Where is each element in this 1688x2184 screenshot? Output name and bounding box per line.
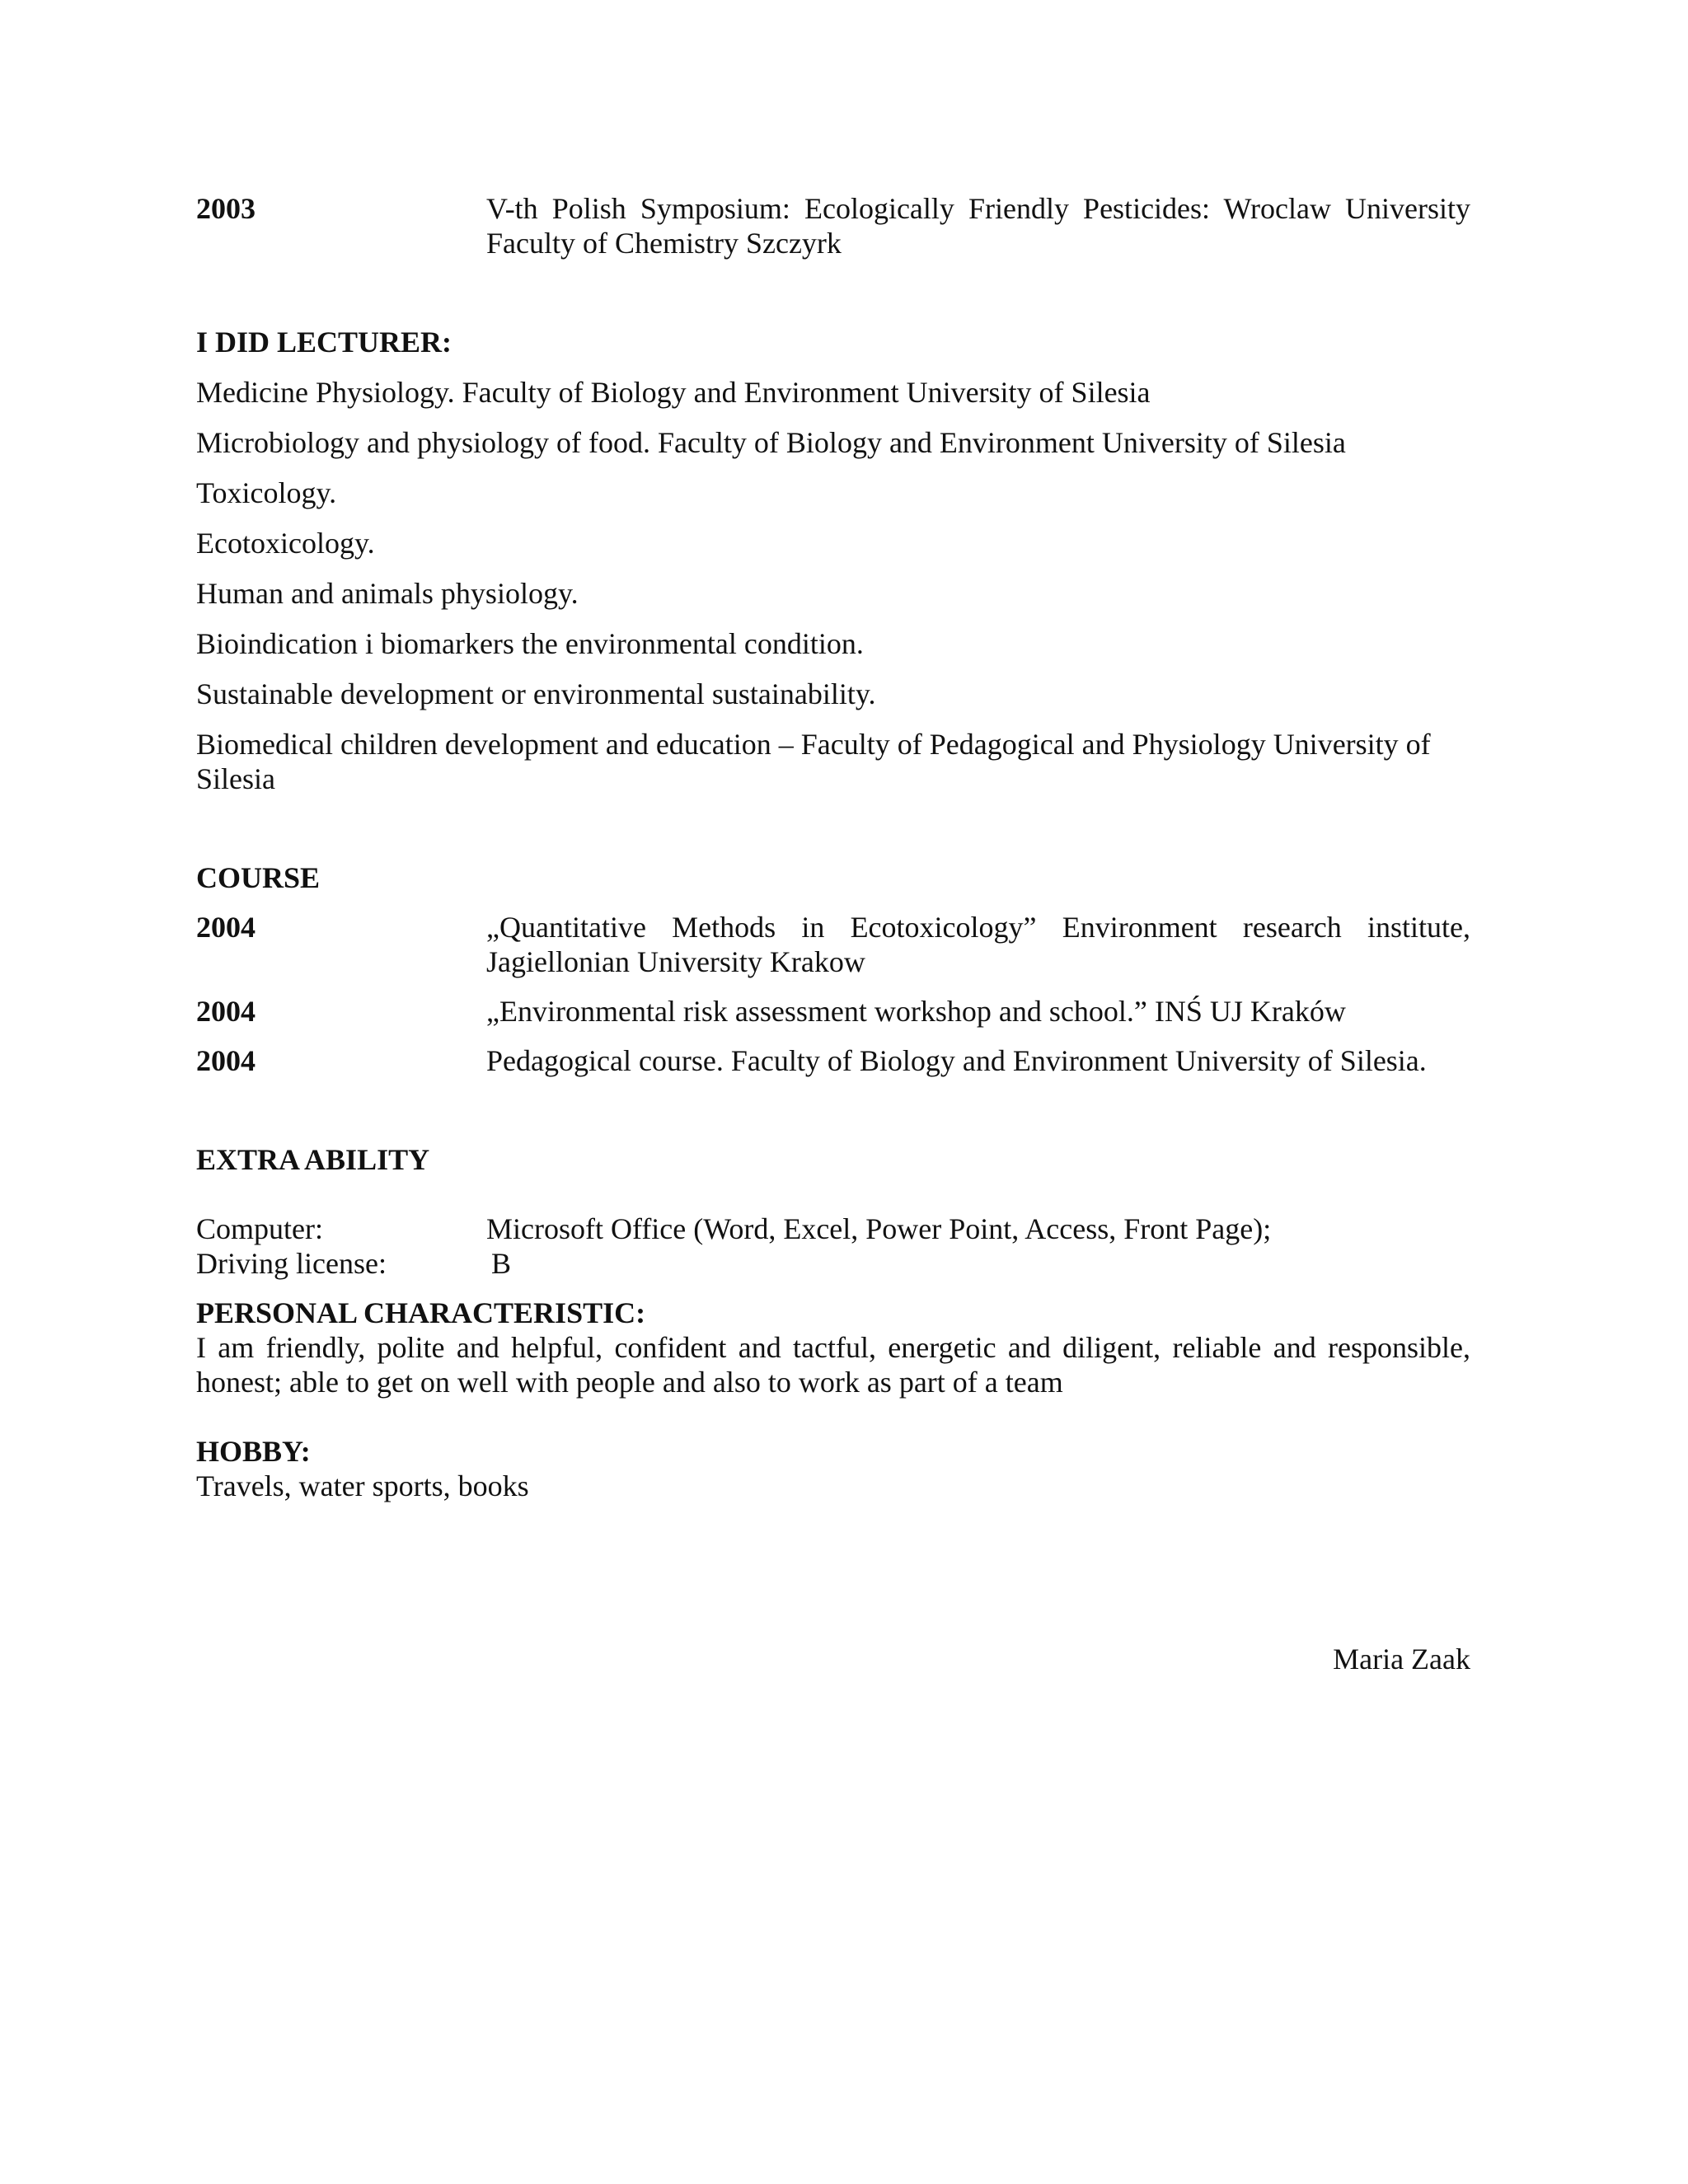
lecturer-item: Microbiology and physiology of food. Faculty of Biology and Environment University of Silesia bbox=[196, 426, 1346, 459]
personal-text: I am friendly, polite and helpful, confident and tactful, energetic and diligent, reliable and responsible, honest; able to get on well with people and also to work as part of a team bbox=[196, 1331, 1470, 1399]
lecturer-item: Ecotoxicology. bbox=[196, 527, 375, 560]
cv-page bbox=[196, 191, 1470, 1503]
hobby-heading: HOBBY: bbox=[196, 1435, 311, 1468]
signature: Maria Zaak bbox=[1333, 1643, 1470, 1675]
lecturer-item: Sustainable development or environmental sustainability. bbox=[196, 677, 876, 710]
lecturer-item: Medicine Physiology. Faculty of Biology and Environment University of Silesia bbox=[196, 376, 1151, 409]
driving-value: B bbox=[491, 1247, 512, 1280]
lecturer-item: Toxicology. bbox=[196, 476, 337, 509]
driving-license bbox=[196, 1246, 1470, 1281]
course-description: Pedagogical course. Faculty of Biology and Environment University of Silesia. bbox=[486, 1044, 1427, 1077]
computer-value: Microsoft Office (Word, Excel, Power Point, Access, Front Page); bbox=[486, 1212, 1272, 1245]
course-heading: COURSE bbox=[196, 861, 321, 894]
personal-heading: PERSONAL CHARACTERISTIC: bbox=[196, 1296, 646, 1329]
course-description: „Quantitative Methods in Ecotoxicology” Environment research institute, Jagiellonian University Krakow bbox=[486, 911, 1470, 978]
symposium-entry bbox=[196, 191, 1470, 260]
entry-description: V-th Polish Symposium: Ecologically Friendly Pesticides: Wroclaw University Faculty of Chemistry Szczyrk bbox=[486, 192, 1470, 260]
course-year: 2004 bbox=[196, 1044, 256, 1077]
course-entry bbox=[196, 910, 1470, 979]
lecturer-item: Biomedical children development and education – Faculty of Pedagogical and Physiology University of Silesia bbox=[196, 728, 1431, 795]
driving-label: Driving license: bbox=[196, 1247, 387, 1280]
lecturer-item: Bioindication i biomarkers the environmental condition. bbox=[196, 627, 864, 660]
course-year: 2004 bbox=[196, 911, 256, 944]
computer-skill bbox=[196, 1212, 1470, 1246]
course-entry bbox=[196, 1043, 1470, 1078]
computer-label: Computer: bbox=[196, 1212, 323, 1245]
lecturer-heading: I DID LECTURER: bbox=[196, 326, 452, 359]
course-description: „Environmental risk assessment workshop and school.” INŚ UJ Kraków bbox=[486, 995, 1346, 1028]
entry-year: 2003 bbox=[196, 192, 256, 225]
lecturer-item: Human and animals physiology. bbox=[196, 577, 579, 610]
extra-ability-heading: EXTRA ABILITY bbox=[196, 1143, 430, 1176]
hobby-text: Travels, water sports, books bbox=[196, 1469, 529, 1502]
course-entry bbox=[196, 994, 1470, 1029]
lecturer-list bbox=[196, 375, 1470, 796]
course-year: 2004 bbox=[196, 995, 256, 1028]
